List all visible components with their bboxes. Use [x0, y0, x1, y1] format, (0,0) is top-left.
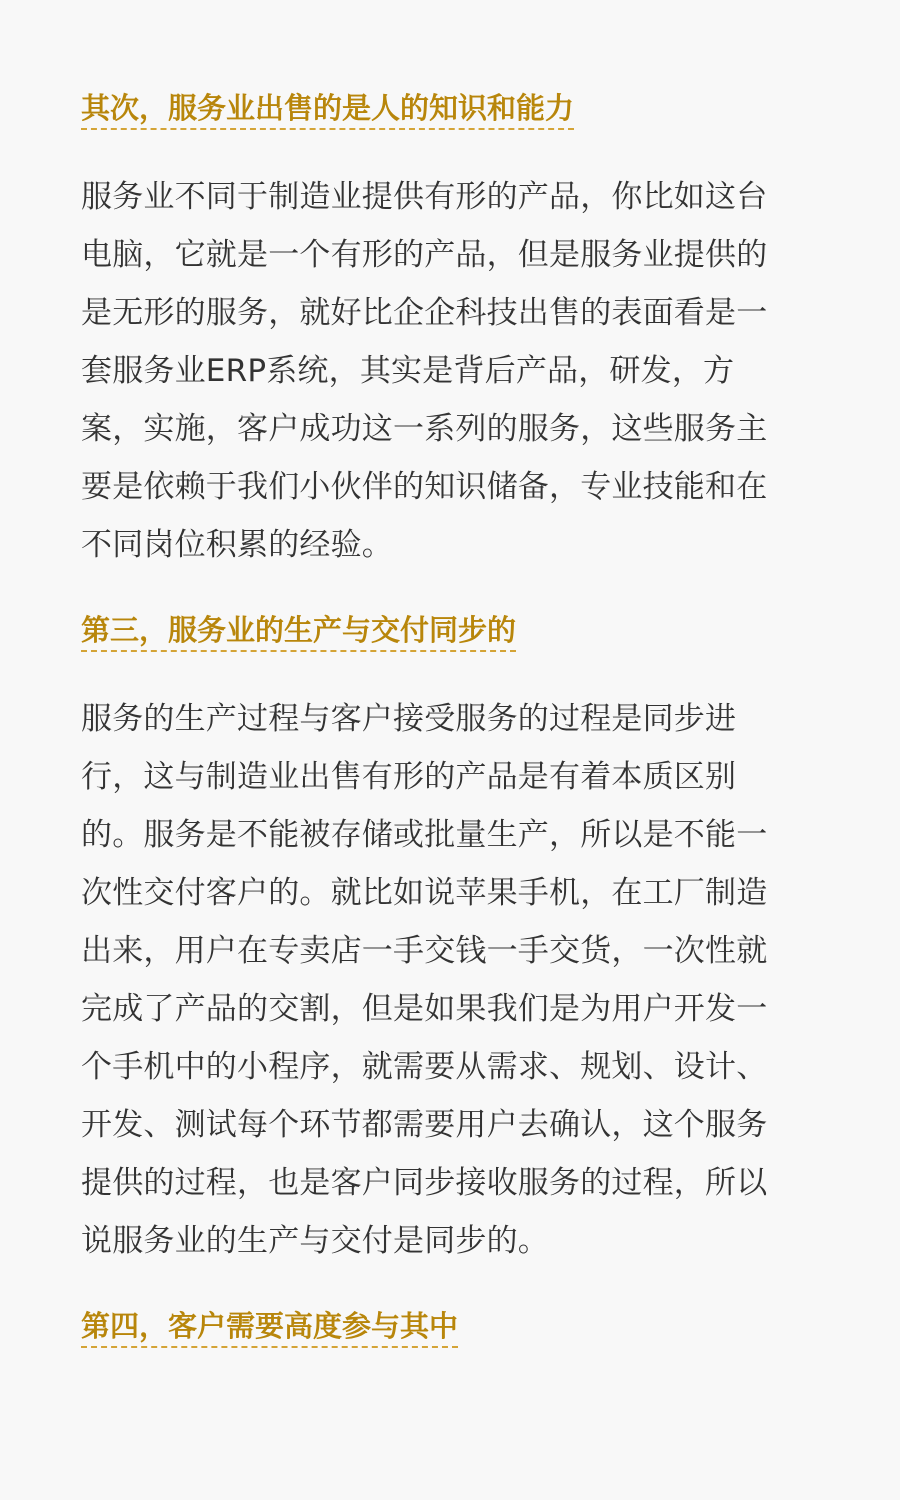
- paragraph-line: 不同岗位积累的经验。: [81, 527, 393, 563]
- paragraph-line: 完成了产品的交割，但是如果我们是为用户开发一: [81, 991, 768, 1027]
- paragraph-line: 行，这与制造业出售有形的产品是有着本质区别: [81, 759, 737, 795]
- paragraph-line: 出来，用户在专卖店一手交钱一手交货，一次性就: [81, 933, 768, 969]
- paragraph-line: 案，实施，客户成功这一系列的服务，这些服务主: [81, 411, 768, 447]
- section-paragraph-second: [81, 168, 767, 574]
- paragraph-line: 提供的过程，也是客户同步接收服务的过程，所以: [81, 1165, 768, 1201]
- paragraph-line: 个手机中的小程序，就需要从需求、规划、设计、: [81, 1049, 768, 1085]
- paragraph-line: 服务的生产过程与客户接受服务的过程是同步进: [81, 701, 737, 737]
- paragraph-line: 开发、测试每个环节都需要用户去确认，这个服务: [81, 1107, 768, 1143]
- section-heading-third: 第三，服务业的生产与交付同步的: [81, 612, 516, 652]
- paragraph-line: 是无形的服务，就好比企企科技出售的表面看是一: [81, 295, 768, 331]
- paragraph-line: 次性交付客户的。就比如说苹果手机，在工厂制造: [81, 875, 768, 911]
- paragraph-line: 服务业不同于制造业提供有形的产品，你比如这台: [81, 179, 768, 215]
- paragraph-line: 的。服务是不能被存储或批量生产，所以是不能一: [81, 817, 768, 853]
- paragraph-line: 电脑，它就是一个有形的产品，但是服务业提供的: [81, 237, 768, 273]
- paragraph-line: 套服务业ERP系统，其实是背后产品，研发，方: [81, 353, 735, 389]
- section-heading-second: 其次，服务业出售的是人的知识和能力: [81, 90, 574, 130]
- section-paragraph-third: [81, 690, 767, 1270]
- section-heading-fourth: 第四，客户需要高度参与其中: [81, 1308, 458, 1348]
- paragraph-line: 要是依赖于我们小伙伴的知识储备，专业技能和在: [81, 469, 768, 505]
- paragraph-line: 说服务业的生产与交付是同步的。: [81, 1223, 549, 1259]
